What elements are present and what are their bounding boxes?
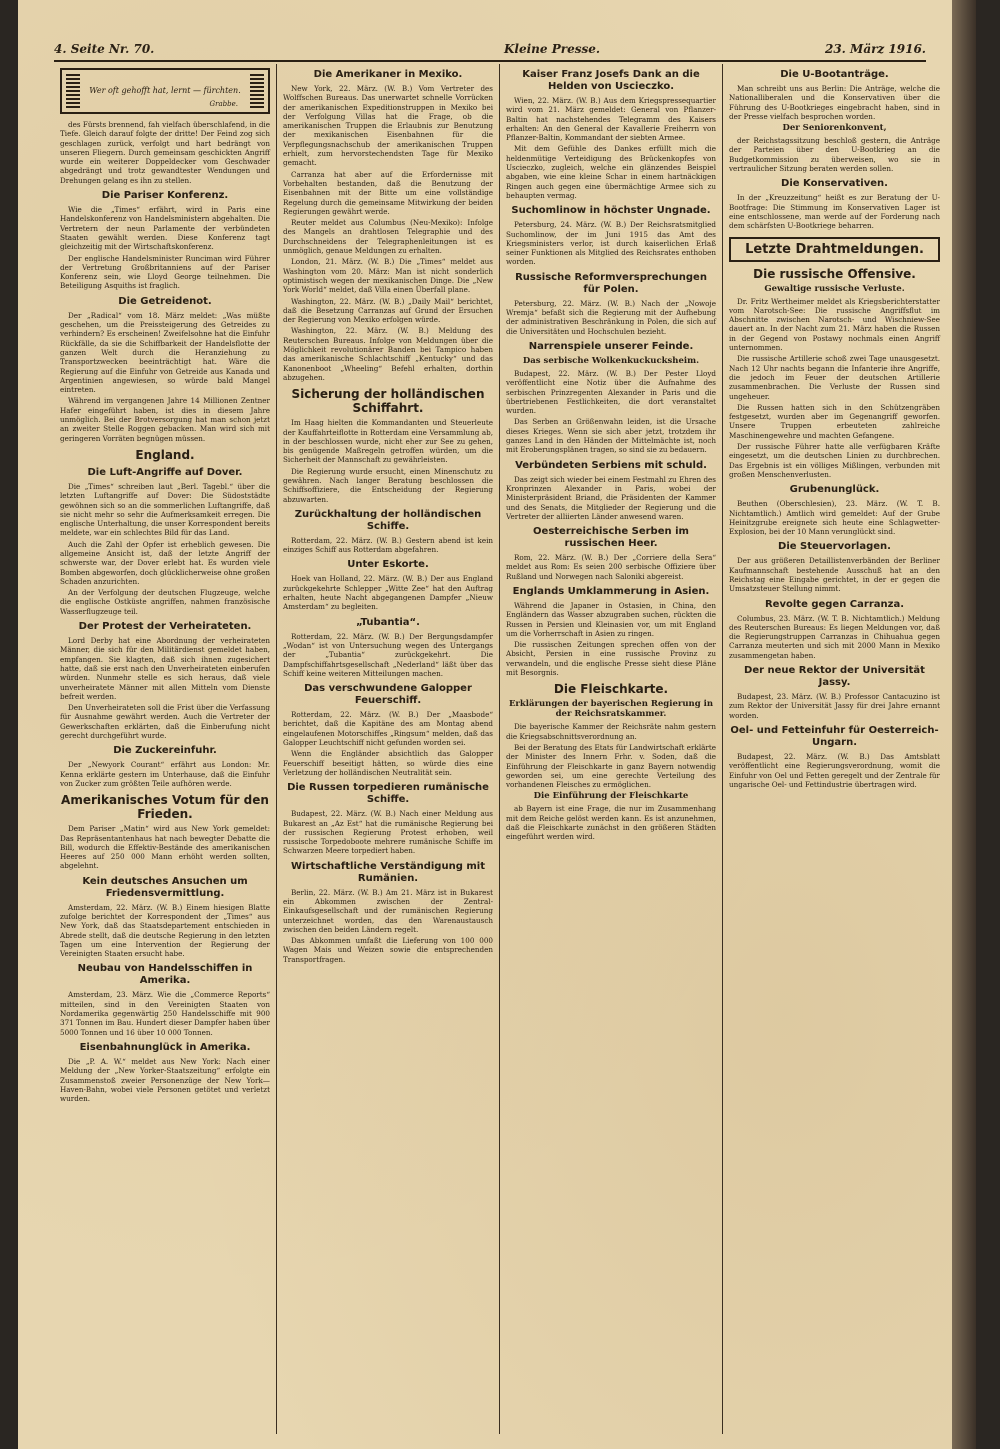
page-edge: [952, 0, 976, 1449]
article-headline: Revolte gegen Carranza.: [764, 598, 904, 610]
article-paragraph: Amsterdam, 22. März. (W. B.) Einem hiesigen Blatte zufolge berichtet der Korrespondent der „Times“ aus New York, daß das Staatsdepartement entschieden in Abrede stellt, daß die deutsche Regierung in den letzten Tagen um eine Intervention der Regierung der Vereinigten Staaten ersucht habe.: [60, 902, 270, 959]
article-headline: Verbündeten Serbiens mit schuld.: [515, 459, 707, 471]
ornament-right-icon: [250, 74, 264, 108]
article-paragraph: Die Russen hatten sich in den Schützengräben festgesetzt, wurden aber im Gegenangriff geworfen. Unsere Truppen erbeuteten zahlreiche Maschinengewehre und machten Gefangene.: [729, 402, 940, 440]
article-paragraph: Die „P. A. W.“ meldet aus New York: Nach einer Meldung der „New Yorker-Staatszeitung“ erfolgte ein Zusammenstoß zweier Personenzüge der New York—Haven-Bahn, wobei viele Personen getötet und verletzt wurden.: [60, 1056, 270, 1104]
article-paragraph: Budapest, 22. März. (W. B.) Der Pester Lloyd veröffentlicht eine Notiz über die Aufnahme des serbischen Prinzregenten Alexander in Paris und die übertriebenen Festlichkeiten, die dort veranstaltet wurden.: [506, 368, 716, 416]
column-3: [500, 64, 723, 1434]
article-paragraph: Der englische Handelsminister Runciman wird Führer der Vertretung Großbritanniens auf der Pariser Konferenz sein, wie Lloyd George teilnehmen. Die Beteiligung Asquiths ist fraglich.: [60, 253, 270, 291]
article-headline: Amerikanisches Votum für den Frieden.: [61, 793, 269, 822]
article-headline: Englands Umklammerung in Asien.: [512, 585, 710, 597]
article-paragraph: Budapest, 23. März. (W. B.) Professor Cantacuzino ist zum Rektor der Universität Jassy für drei Jahre ernannt worden.: [729, 692, 940, 720]
article-paragraph: Während die Japaner in Ostasien, in China, den Engländern das Wasser abzugraben suchen, rückten die Russen in Persien und Kleinasien vor, um mit England um die Vorherrschaft in Asien zu ringen.: [506, 600, 716, 638]
article-paragraph: Washington, 22. März. (W. B.) Meldung des Reuterschen Bureaus. Infolge von Meldungen über die Möglichkeit revolutionärer Banden bei Tampico haben das amerikanische Schlachtschiff „Kentucky“ und das Kanonenboot „Wheeling“ Befehl erhalten, dorthin abzugehen.: [283, 326, 493, 382]
article-paragraph: Das Abkommen umfaßt die Lieferung von 100 000 Wagen Mais und Weizen sowie die entsprechenden Transportfragen.: [283, 936, 493, 964]
article-headline: Narrenspiele unserer Feinde.: [528, 340, 694, 352]
article-paragraph: Petersburg, 22. März. (W. B.) Nach der „Nowoje Wremja“ befaßt sich die Regierung mit der Aufhebung der administrativen Beschränkung in Polen, die sich auf die Universitäten und Hochschulen bezieht.: [506, 298, 716, 336]
article-headline: Sicherung der holländischen Schiffahrt.: [291, 387, 485, 416]
article-paragraph: Washington, 22. März. (W. B.) „Daily Mail“ berichtet, daß die Besetzung Carranzas auf Grund der Ersuchen der Regierung von Mexiko erfolgen würde.: [283, 296, 493, 325]
article-paragraph: Bei der Beratung des Etats für Landwirtschaft erklärte der Minister des Innern Frhr. v. Soden, daß die Einführung der Fleischkarte in ganz Bayern notwendig geworden sei, um eine gerechte Verteilung des vorhandenen Fleisches zu ermöglichen.: [506, 742, 716, 790]
article-paragraph: Budapest, 22. März. (W. B.) Nach einer Meldung aus Bukarest an „Az Est“ hat die rumänische Regierung bei der russischen Regierung Protest erhoben, weil russische Torpedoboote mehrere rumänische Schiffe im Schwarzen Meere torpediert haben.: [283, 809, 493, 856]
article-headline: Oel- und Fetteinfuhr für Oesterreich-Ungarn.: [730, 724, 939, 748]
article-headline: Die U-Bootanträge.: [780, 69, 889, 80]
article-headline: Die Luft-Angriffe auf Dover.: [87, 466, 243, 478]
article-paragraph: des Fürsts brennend, fah vielfach überschlafend, in die Tiefe. Gleich darauf folgte der dritte! Der Feind zog sich geschlagen zurück, verfolgt und hart bedrängt von unseren Fliegern. Durch gemeinsam geschickten Angriff wurde ein weiterer Doppeldecker vom Geschwader abgedrängt und trotz gewandtester Wendungen und Drehungen gelang es ihn zu stellen.: [60, 120, 270, 185]
article-paragraph: Die „Times“ schreiben laut „Berl. Tagebl.“ über die letzten Luftangriffe auf Dover: Die Südoststädte gewöhnen sich so an die sommerlichen Luftangriffe, daß sie nicht mehr so sehr die Aufmerksamkeit erregen. Die englische Unterhaltung, die unser Korrespondent bereits meldete, war ein schlechtes Bild für das Land.: [60, 481, 270, 538]
article-paragraph: Carranza hat aber auf die Erfordernisse mit Vorbehalten bestanden, daß die Benutzung der Eisenbahnen mit der Bitte um eine vollständige Regelung durch die gemeinsame Mitwirkung der beiden Regierungen gewährt werde.: [283, 169, 493, 216]
article-paragraph: Den Unverheirateten soll die Frist über die Verfassung für Ausnahme gewährt werden. Auch die Vertreter der Gewerkschaften erklärten, daß die Einberufung nicht gerecht durchgeführt wurde.: [60, 703, 270, 741]
issue-date: 23. März 1916.: [824, 42, 926, 56]
article-subheadline: Erklärungen der bayerischen Regierung in der Reichsratskammer.: [508, 699, 714, 720]
article-paragraph: Columbus, 23. März. (W. T. B. Nichtamtlich.) Meldung des Reuterschen Bureaus: Es liegen Meldungen vor, daß die Regierungstruppen Carranzas in Chihuahua gegen Carranza meuterten und sich mit 2000 Mann in Mexiko zusammengetan haben.: [729, 613, 940, 660]
newspaper-page: [18, 0, 976, 1449]
article-paragraph: An der Verfolgung der deutschen Flugzeuge, welche die englische Ostküste angriffen, nahmen französische Wasserflugzeuge teil.: [60, 588, 270, 616]
article-paragraph: Petersburg, 24. März. (W. B.) Der Reichsratsmitglied Suchomlinow, der im Juni 1915 das Amt des Kriegsministers verlor, ist durch kaiserlichen Erlaß seiner Funktionen als Mitglied des Reichsrates enthoben worden.: [506, 220, 716, 267]
article-headline: Wirtschaftliche Verständigung mit Rumänien.: [291, 860, 485, 884]
article-subheadline: Gewaltige russische Verluste.: [764, 283, 905, 294]
article-paragraph: Amsterdam, 23. März. Wie die „Commerce Reports“ mitteilen, sind in den Vereinigten Staaten von Nordamerika gegenwärtig 250 Handelsschiffe mit 900 371 Tonnen im Bau. Hundert dieser Dampfer haben über 5000 Tonnen und 16 über 10 000 Tonnen.: [60, 990, 270, 1037]
article-paragraph: Der „Newyork Courant“ erfährt aus London: Mr. Kenna erklärte gestern im Unterhause, daß die Einfuhr von Zucker zum größten Teile aufhören werde.: [60, 760, 270, 788]
article-paragraph: Dem Pariser „Matin“ wird aus New York gemeldet: Das Repräsentantenhaus hat nach bewegter Debatte die Bill, wodurch die Effektiv-Bestände des amerikanischen Heeres auf 250 000 Mann erhöht werden sollten, abgelehnt.: [60, 824, 270, 871]
article-paragraph: Rotterdam, 22. März. (W. B.) Der Bergungsdampfer „Wodan“ ist von Untersuchung wegen des Untergangs der „Tubantia“ zurückgekehrt. Die Dampfschiffahrtsgesellschaft „Nederland“ läßt über das Schiff keine weiteren Mitteilungen machen.: [283, 631, 493, 678]
article-headline: Die russische Offensive.: [753, 266, 916, 281]
article-paragraph: Rom, 22. März. (W. B.) Der „Corriere della Sera“ meldet aus Rom: Es seien 200 serbische Offiziere über Rußland und Norwegen nach Saloniki abgereist.: [506, 553, 716, 581]
article-paragraph: London, 21. März. (W. B.) Die „Times“ meldet aus Washington vom 20. März: Man ist nicht sonderlich optimistisch wegen der mexikanischen Dinge. Die „New York World“ meldet, daß Villa einen Überfall plane.: [283, 257, 493, 295]
article-paragraph: Hoek van Holland, 22. März. (W. B.) Der aus England zurückgekehrte Schlepper „Witte Zee“ hat den Auftrag erhalten, heute Nacht abgegangenen Dampfer „Nieuw Amsterdam“ zu begleiten.: [283, 574, 493, 612]
article-paragraph: Rotterdam, 22. März. (W. B.) Gestern abend ist kein einziges Schiff aus Rotterdam abgefahren.: [283, 535, 493, 555]
article-headline: Unter Eskorte.: [347, 559, 429, 571]
article-headline: Die Fleischkarte.: [553, 682, 669, 697]
article-headline: Die Zuckereinfuhr.: [113, 745, 217, 757]
article-paragraph: New York, 22. März. (W. B.) Vom Vertreter des Wolffschen Bureaus. Das unerwartet schnelle Vorrücken der amerikanischen Expeditionstruppen in Mexiko bei der Verfolgung Villas hat die Frage, ob die amerikanischen Truppen die Erlaubnis zur Benutzung der mexikanischen Eisenbahnen für die Verpflegungsnachschub der amerikanischen Truppen erhielt, zum hervorstechendsten Tage für Mexiko gemacht.: [283, 84, 493, 168]
article-headline: Die Amerikaner in Mexiko.: [313, 69, 463, 80]
article-paragraph: In der „Kreuzzeitung“ heißt es zur Beratung der U-Bootfrage: Die Stimmung im Konservativen Lager ist eine entschlossene, man werde auf der Forderung nach dem schärfsten U-Bootkriege beharren.: [729, 193, 940, 231]
article-subheadline: Der Seniorenkonvent,: [782, 123, 887, 134]
article-paragraph: Die russischen Zeitungen sprechen offen von der Absicht, Persien in eine russische Provinz zu verwandeln, und die englische Presse sieht diese Pläne mit Besorgnis.: [506, 640, 716, 678]
article-headline: Kein deutsches Ansuchen um Friedensvermittlung.: [82, 875, 248, 899]
article-headline: Oesterreichische Serben im russischen Heer.: [533, 526, 689, 550]
article-headline: Der neue Rektor der Universität Jassy.: [744, 665, 925, 689]
article-paragraph: Wien, 22. März. (W. B.) Aus dem Kriegspressequartier wird vom 21. März gemeldet: General von Pflanzer-Baltin hat nachstehendes Telegramm des Kaisers erhalten: An den General der Kavallerie Freiherrn von Pflanzer-Baltin, Kommandant der siebten Armee.: [506, 96, 716, 143]
article-headline: Zurückhaltung der holländischen Schiffe.: [294, 508, 482, 532]
article-paragraph: Der russische Führer hatte alle verfügbaren Kräfte eingesetzt, um die deutschen Linien zu durchbrechen. Das Ergebnis ist ein völliges Mißlingen, verbunden mit großen Menschenverlusten.: [729, 442, 940, 479]
article-paragraph: Auch die Zahl der Opfer ist erheblich gewesen. Die allgemeine Ansicht ist, daß der letzte Angriff der schwerste war, der Dover erlebt hat. Es wurden viele Bomben abgeworfen, doch glücklicherweise ohne großen Schaden anzurichten.: [60, 539, 270, 586]
article-headline: Suchomlinow in höchster Ungnade.: [511, 205, 711, 217]
section-title-box: Letzte Drahtmeldungen.: [729, 237, 940, 262]
quote-author: Grabbe.: [209, 99, 238, 108]
article-headline: Grubenunglück.: [789, 484, 880, 496]
quote-box: [60, 68, 270, 114]
article-headline: Das verschwundene Galopper Feuerschiff.: [304, 683, 472, 707]
article-headline: Russische Reformversprechungen für Polen.: [515, 271, 707, 295]
article-paragraph: Berlin, 22. März. (W. B.) Am 21. März ist in Bukarest ein Abkommen zwischen der Zentral-Einkaufsgesellschaft und der rumänischen Regierung unterzeichnet worden, das den Warenaustausch zwischen den beiden Ländern regelt.: [283, 887, 493, 934]
article-paragraph: Reuter meldet aus Columbus (Neu-Mexiko): Infolge des Mangels an drahtlosen Telegraphie und des Durchschneidens der Telegraphenleitungen ist es unmöglich, genaue Meldungen zu erhalten.: [283, 218, 493, 256]
article-paragraph: Die russische Artillerie schoß zwei Tage unausgesetzt. Nach 12 Uhr nachts begann die Infanterie ihre Angriffe, die jedoch im Feuer der deutschen Artillerie zusammenbrachen. Die Verluste der Russen sind ungeheuer.: [729, 354, 940, 401]
article-paragraph: Dr. Fritz Wertheimer meldet als Kriegsberichterstatter vom Narotsch-See: Die russische Angriffsflut im Abschnitte zwischen Narotsch- und Wischniew-See dauert an. In der Nacht zum 21. März haben die Russen in der Gegend von Postawy nochmals einen Angriff unternommen.: [729, 296, 940, 353]
article-paragraph: Mit dem Gefühle des Dankes erfüllt mich die heldenmütige Verteidigung des Brückenkopfes von Uscieczko, zugleich, welche ein glänzendes Beispiel abgaben, wie eine kleine Schar in einem hartnäckigen Ringen auch gegen eine übermächtige Armee sich zu behaupten vermag.: [506, 144, 716, 200]
quote-text: Wer oft gehofft hat, lernt — fürchten.: [89, 86, 241, 96]
article-headline: Die Steuervorlagen.: [778, 541, 891, 553]
article-headline: Die Pariser Konferenz.: [101, 190, 229, 202]
article-paragraph: Das zeigt sich wieder bei einem Festmahl zu Ehren des Kronprinzen Alexander in Paris, wobei der Ministerpräsident Briand, die Präsidenten der Kammer und des Senats, die Mitglieder der Regierung und die Vertreter der alliierten Länder anwesend waren.: [506, 474, 716, 521]
article-headline: Eisenbahnunglück in Amerika.: [79, 1041, 251, 1053]
article-paragraph: ab Bayern ist eine Frage, die nur im Zusammenhang mit dem Reiche gelöst werden kann. Es ist anzunehmen, daß die Fleischkarte zunächst in den größeren Städten eingeführt werden wird.: [506, 804, 716, 842]
paper-name: Kleine Presse.: [504, 42, 601, 56]
article-paragraph: Während im vergangenen Jahre 14 Millionen Zentner Hafer eingeführt haben, ist dies in diesem Jahre unmöglich. Bei der Brotversorgung hat man schon jetzt an zweiter Stelle Roggen gebacken. Man wird sich mit geringeren Vorräten begnügen müssen.: [60, 396, 270, 443]
article-paragraph: Wenn die Engländer absichtlich das Galopper Feuerschiff beseitigt hätten, so würde dies eine Verletzung der holländischen Neutralität sein.: [283, 749, 493, 777]
article-headline: Kaiser Franz Josefs Dank an die Helden von Uscieczko.: [522, 69, 700, 92]
article-paragraph: Der „Radical“ vom 18. März meldet: „Was müßte geschehen, um die Preissteigerung des Getreides zu verhindern? Es erscheinen! Zweifelsohne hat die Einfuhr Rückfälle, da sie die Schiffbarkeit der Handelsflotte der ganzen Welt durch die Heranziehung zu Transportzwecken beeinträchtigt hat. Wäre die Regierung auf die Einfuhr von Getreide aus Kanada und Argentinien angewiesen, so würde bald Mangel eintreten.: [60, 310, 270, 395]
article-subheadline: Die Einführung der Fleischkarte: [533, 791, 689, 802]
page-label: 4. Seite Nr. 70.: [54, 42, 155, 56]
article-paragraph: Der aus größeren Detaillistenverbänden der Berliner Kaufmannschaft bestehende Ausschuß hat an den Reichstag eine Eingabe gerichtet, in der er gegen die Umsatzsteuer Stellung nimmt.: [729, 556, 940, 594]
article-paragraph: Wie die „Times“ erfährt, wird in Paris eine Handelskonferenz von Handelsministern abgehalten. Die Vertretern der neun Parlamente der verbündeten Staaten gewählt werden. Diese Konferenz tagt gleichzeitig mit der Wirtschaftskonferenz.: [60, 205, 270, 252]
article-paragraph: Lord Derby hat eine Abordnung der verheirateten Männer, die sich für den Militärdienst gemeldet haben, empfangen. Sie klagten, daß sich ihnen zugesichert hatte, daß sie erst nach den Unverheirateten einberufen würden. Nunmehr stelle es sich heraus, daß viele unverheiratete Männer mit allen Mitteln vom Dienste befreit werden.: [60, 636, 270, 701]
article-headline: Die Konservativen.: [781, 178, 888, 190]
article-headline: „Tubantia“.: [356, 616, 420, 628]
article-subheadline: Das serbische Wolkenkuckucksheim.: [522, 355, 700, 366]
ornament-left-icon: [66, 74, 80, 108]
column-4: [723, 64, 946, 1434]
article-paragraph: Rotterdam, 22. März. (W. B.) Der „Maasbode“ berichtet, daß die Kapitäne des am Montag abend eingelaufenen Motorschiffes „Ringsum“ melden, daß das Galopper Leuchtschiff nicht gefunden worden sei.: [283, 710, 493, 748]
article-paragraph: der Reichstagssitzung beschloß gestern, die Anträge der Parteien über den U-Bootkrieg an die Budgetkommission zu überweisen, wo sie in vertraulicher Sitzung beraten werden sollen.: [729, 136, 940, 174]
article-headline: Die Getreidenot.: [118, 295, 212, 307]
article-paragraph: Budapest, 22. März. (W. B.) Das Amtsblatt veröffentlicht eine Regierungsverordnung, womit die Einfuhr von Oel und Fetten geregelt und der Zentrale für ungarische Oel- und Fettindustrie übertragen wird.: [729, 751, 940, 789]
article-paragraph: Das Serben an Größenwahn leiden, ist die Ursache dieses Krieges. Wenn sie sich aber jetzt, trotzdem ihr ganzes Land in den Händen der Mittelmächte ist, noch mit Eroberungsplänen tragen, so sind sie zu bedauern.: [506, 417, 716, 455]
article-headline: England.: [135, 447, 195, 462]
article-paragraph: Die Regierung wurde ersucht, einen Minenschutz zu gewähren. Nach langer Beratung beschlossen die Schiffsoffiziere, die Entscheidung der Regierung abzuwarten.: [283, 466, 493, 504]
column-1: [54, 64, 277, 1434]
article-headline: Die Russen torpedieren rumänische Schiffe.: [287, 782, 489, 806]
article-paragraph: Die bayerische Kammer der Reichsräte nahm gestern die Kriegsabschnittsverordnung an.: [506, 722, 716, 741]
column-2: [277, 64, 500, 1434]
article-paragraph: Man schreibt uns aus Berlin: Die Anträge, welche die Nationalliberalen und die Konservativen über die Führung des U-Bootkrieges eingebracht haben, sind in der Presse vielfach besprochen worden.: [729, 84, 940, 121]
page-header: [54, 36, 926, 62]
article-headline: Neubau von Handelsschiffen in Amerika.: [77, 963, 253, 987]
article-headline: Der Protest der Verheirateten.: [78, 621, 252, 633]
article-paragraph: Beuthen (Oberschlesien), 23. März. (W. T. B. Nichtamtlich.) Amtlich wird gemeldet: Auf der Grube Heinitzgrube ereignete sich heute eine Schlagwetter-Explosion, bei der 10 Mann verunglückt sind.: [729, 499, 940, 537]
article-paragraph: Im Haag hielten die Kommandanten und Steuerleute der Kauffahrteiflotte in Rotterdam eine Versammlung ab, in der beschlossen wurde, nicht eher zur See zu gehen, bis genügende Maßregeln getroffen würden, um die Sicherheit der Mannschaft zu gewährleisten.: [283, 418, 493, 465]
columns: [54, 64, 946, 1434]
